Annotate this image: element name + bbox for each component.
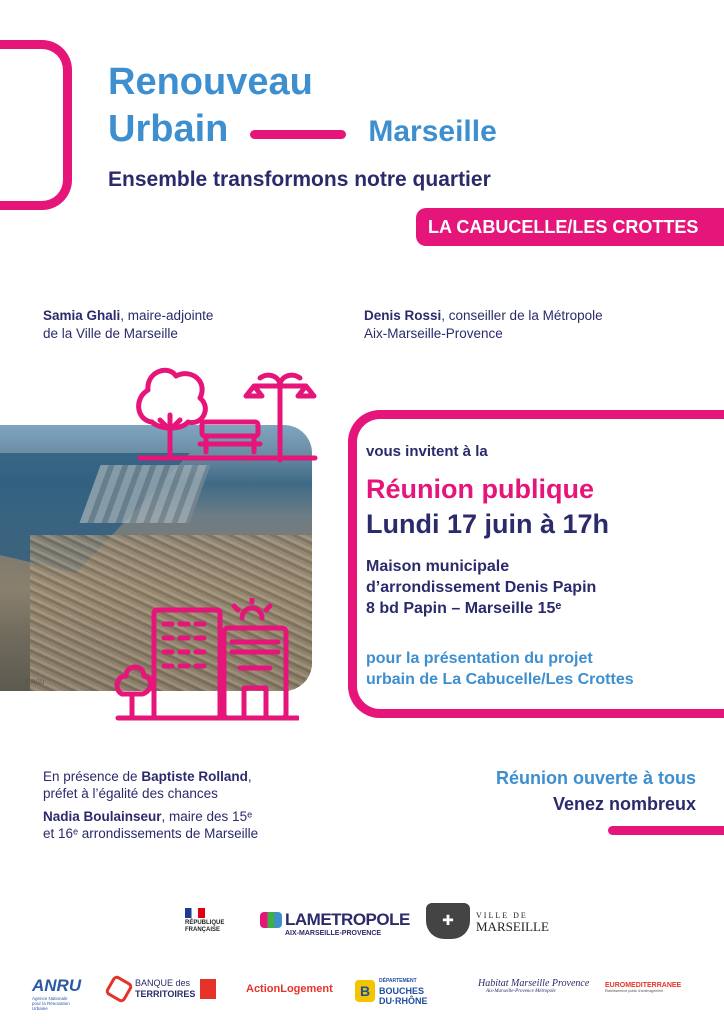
action-logement-logo: ActionLogement xyxy=(246,983,333,995)
guest-name: Nadia Boulainseur xyxy=(43,809,162,824)
bouches-du-rhone-logo xyxy=(355,976,428,1006)
guest-role: préfet à l’égalité des chances xyxy=(43,786,218,801)
urban-furniture-icon xyxy=(130,360,320,470)
ville-de-marseille-logo xyxy=(426,903,549,939)
location-line-1: Maison municipale xyxy=(366,558,510,575)
title-dash xyxy=(250,130,346,139)
hmp-line-1: Habitat Marseille Provence xyxy=(478,978,590,989)
photo-harbor xyxy=(79,465,210,523)
euromediterranee-logo xyxy=(605,982,681,993)
hmp-line-2: Aix-Marseille-Provence Métropole xyxy=(486,989,556,994)
bdr-small: DÉPARTEMENT xyxy=(379,978,417,984)
caisse-depots-icon xyxy=(200,979,216,999)
sun-icon xyxy=(234,598,270,618)
purpose-line-2: urbain de La Cabucelle/Les Crottes xyxy=(366,671,634,688)
vdm-line-1: VILLE DE xyxy=(476,911,528,920)
euro-line-1: EUROMEDITERRANEE xyxy=(605,982,682,989)
metropole-logo xyxy=(260,910,410,937)
buildings-icon xyxy=(114,598,299,722)
location-line-3: 8 bd Papin – Marseille 15ᵉ xyxy=(366,600,562,617)
metropole-mark-icon xyxy=(260,912,282,928)
euro-line-2: Établissement public d'aménagement xyxy=(605,989,664,993)
event-type: Réunion publique xyxy=(366,474,594,504)
title-word-urbain: Urbain xyxy=(108,108,229,150)
event-date: Lundi 17 juin à 17h xyxy=(366,509,610,539)
bdr-mark-icon: B xyxy=(355,980,375,1002)
banque-des-territoires-logo xyxy=(108,978,216,1000)
host-role-line2: Aix-Marseille-Provence xyxy=(364,326,503,341)
vdm-line-2: MARSEILLE xyxy=(476,919,549,934)
guests-block: En présence de Baptiste Rolland, préfet à l’égalité des chances Nadia Boulainseur, maire des 15ᵉ et 16ᵉ arrondissements de Marseille xyxy=(43,769,259,841)
host-name: Samia Ghali xyxy=(43,308,121,323)
tree-icon xyxy=(139,370,206,455)
page-title xyxy=(108,60,497,154)
french-flag-icon xyxy=(185,908,205,918)
host-samia-ghali xyxy=(43,307,213,343)
event-purpose xyxy=(366,648,634,690)
bdr-line-1: BOUCHES xyxy=(379,986,425,996)
metropole-sub: AIX-MARSEILLE-PROVENCE xyxy=(285,930,382,937)
location-line-2: d’arrondissement Denis Papin xyxy=(366,579,597,596)
guest-role-line2: et 16ᵉ arrondissements de Marseille xyxy=(43,826,259,841)
bdt-line-1: BANQUE des xyxy=(135,978,191,988)
cta-line-1: Réunion ouverte à tous xyxy=(495,768,696,788)
bench-icon xyxy=(202,422,258,436)
host-denis-rossi xyxy=(364,307,603,343)
small-tree-icon xyxy=(117,667,151,718)
host-role-line2: de la Ville de Marseille xyxy=(43,326,178,341)
invite-text: vous invitent à la xyxy=(366,443,488,460)
title-line-1: Renouveau xyxy=(108,61,313,103)
anru-name: ANRU xyxy=(32,976,82,995)
city-crest-icon: ✚ xyxy=(426,903,470,939)
anru-logo xyxy=(32,976,81,1011)
anru-sub: Agence Nationale pour la Rénovation Urbaine xyxy=(32,996,70,1011)
photo-credit: © RGU xyxy=(25,680,45,686)
guests-intro: En présence de xyxy=(43,769,142,784)
host-role: , maire-adjointe xyxy=(120,308,214,323)
bdt-hexagon-icon xyxy=(104,974,134,1004)
neighborhood-tag: LA CABUCELLE/LES CROTTES xyxy=(416,208,724,246)
metropole-name: LAMETROPOLE xyxy=(285,910,410,929)
guest-name: Baptiste Rolland xyxy=(141,769,248,784)
cta-line-2: Venez nombreux xyxy=(552,794,696,814)
call-to-action xyxy=(496,765,696,817)
guest-role: , maire des 15ᵉ xyxy=(161,809,253,824)
title-line-2 xyxy=(108,104,497,154)
title-frame xyxy=(0,40,72,210)
rf-line-2: FRANÇAISE xyxy=(185,927,221,933)
cta-underline xyxy=(608,826,724,835)
rf-line-1: RÉPUBLIQUE xyxy=(185,920,225,926)
title-city: Marseille xyxy=(368,115,497,148)
event-location xyxy=(366,556,596,619)
bdt-line-2: TERRITOIRES xyxy=(135,989,196,999)
subtitle: Ensemble transformons notre quartier xyxy=(108,168,491,191)
host-role: , conseiller de la Métropole xyxy=(441,308,603,323)
habitat-marseille-provence-logo xyxy=(478,978,589,994)
bdr-line-2: DU·RHÔNE xyxy=(379,996,428,1006)
purpose-line-1: pour la présentation du projet xyxy=(366,650,593,667)
host-name: Denis Rossi xyxy=(364,308,442,323)
republique-francaise-logo xyxy=(185,908,224,934)
